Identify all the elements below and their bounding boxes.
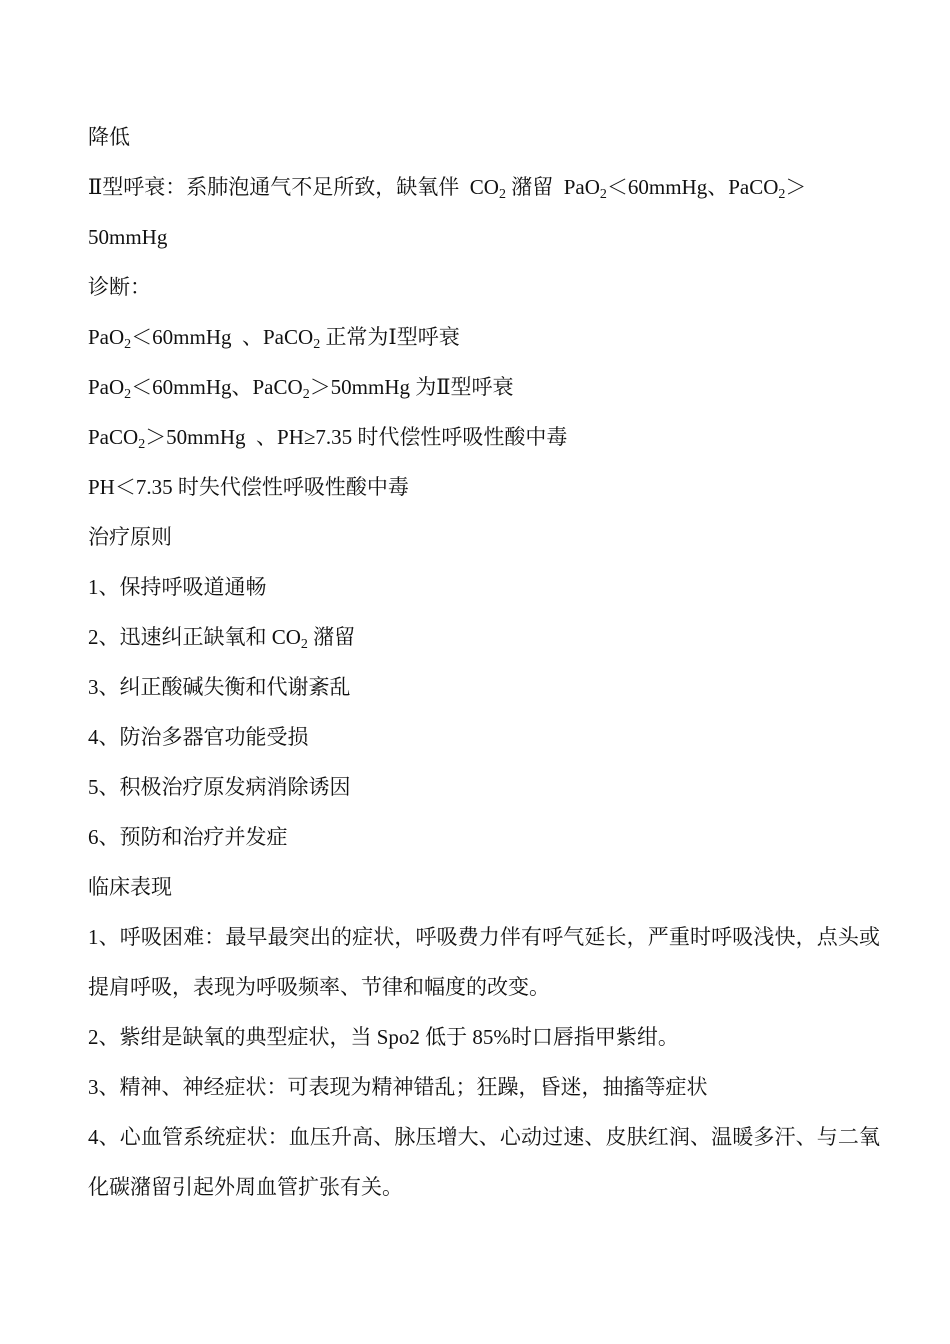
text-segment: PaO: [88, 325, 125, 349]
document-body: [88, 112, 880, 1212]
text-segment: 降低: [88, 125, 130, 149]
text-segment: ＞50mmHg 、PH≥7.35 时代偿性呼吸性酸中毒: [145, 425, 568, 449]
text-segment: 4、防治多器官功能受损: [88, 725, 309, 749]
text-line: [88, 662, 880, 712]
text-segment: 潴留: [307, 625, 356, 649]
text-line: [88, 462, 880, 512]
text-line: [88, 512, 880, 562]
subscript: 2: [138, 437, 146, 452]
text-line: [88, 1062, 880, 1112]
text-paragraph: [88, 1112, 880, 1212]
text-line: [88, 412, 880, 462]
subscript: 2: [124, 337, 132, 352]
text-line: [88, 162, 880, 212]
text-segment: Ⅱ型呼衰：系肺泡通气不足所致，缺氧伴 CO: [88, 175, 499, 199]
subscript: 2: [498, 187, 506, 202]
text-segment: ＞50mmHg 为Ⅱ型呼衰: [309, 375, 514, 399]
text-line: [88, 612, 880, 662]
text-line: [88, 562, 880, 612]
text-line: [88, 262, 880, 312]
text-segment: 3、精神、神经症状：可表现为精神错乱；狂躁，昏迷，抽搐等症状: [88, 1075, 708, 1099]
text-segment: 1、保持呼吸道通畅: [88, 575, 267, 599]
text-paragraph: [88, 912, 880, 1012]
text-line: [88, 312, 880, 362]
subscript: 2: [599, 187, 607, 202]
subscript: 2: [302, 387, 310, 402]
subscript: 2: [300, 637, 308, 652]
text-line: [88, 762, 880, 812]
text-segment: 4、心血管系统症状：血压升高、脉压增大、心动过速、皮肤红润、温暖多汗、与二氧化碳潴留引起外周血管扩张有关。: [88, 1125, 880, 1199]
text-segment: 5、积极治疗原发病消除诱因: [88, 775, 351, 799]
text-segment: ＞: [785, 175, 807, 199]
text-line: [88, 862, 880, 912]
text-segment: 2、紫绀是缺氧的典型症状，当 Spo2 低于 85%时口唇指甲紫绀。: [88, 1025, 679, 1049]
subscript: 2: [124, 387, 132, 402]
text-segment: ＜60mmHg、PaCO: [131, 375, 303, 399]
text-line: [88, 212, 880, 262]
text-line: [88, 712, 880, 762]
text-segment: 治疗原则: [88, 525, 172, 549]
text-segment: ＜60mmHg 、PaCO: [131, 325, 314, 349]
text-segment: 2、迅速纠正缺氧和 CO: [88, 625, 301, 649]
text-segment: ＜60mmHg、PaCO: [606, 175, 779, 199]
subscript: 2: [778, 187, 786, 202]
text-segment: 6、预防和治疗并发症: [88, 825, 288, 849]
text-segment: PaCO: [88, 425, 139, 449]
text-line: [88, 1012, 880, 1062]
subscript: 2: [313, 337, 321, 352]
text-segment: 1、呼吸困难：最早最突出的症状，呼吸费力伴有呼气延长，严重时呼吸浅快，点头或提肩呼吸，表现为呼吸频率、节律和幅度的改变。: [88, 925, 880, 999]
text-segment: 潴留 PaO: [505, 175, 600, 199]
text-line: [88, 112, 880, 162]
text-segment: 50mmHg: [88, 225, 168, 249]
text-segment: PaO: [88, 375, 125, 399]
text-line: [88, 362, 880, 412]
text-segment: 正常为Ⅰ型呼衰: [320, 325, 460, 349]
text-segment: PH＜7.35 时失代偿性呼吸性酸中毒: [88, 475, 409, 499]
text-segment: 3、纠正酸碱失衡和代谢紊乱: [88, 675, 351, 699]
text-line: [88, 812, 880, 862]
text-segment: 临床表现: [88, 875, 172, 899]
text-segment: 诊断：: [88, 275, 151, 299]
